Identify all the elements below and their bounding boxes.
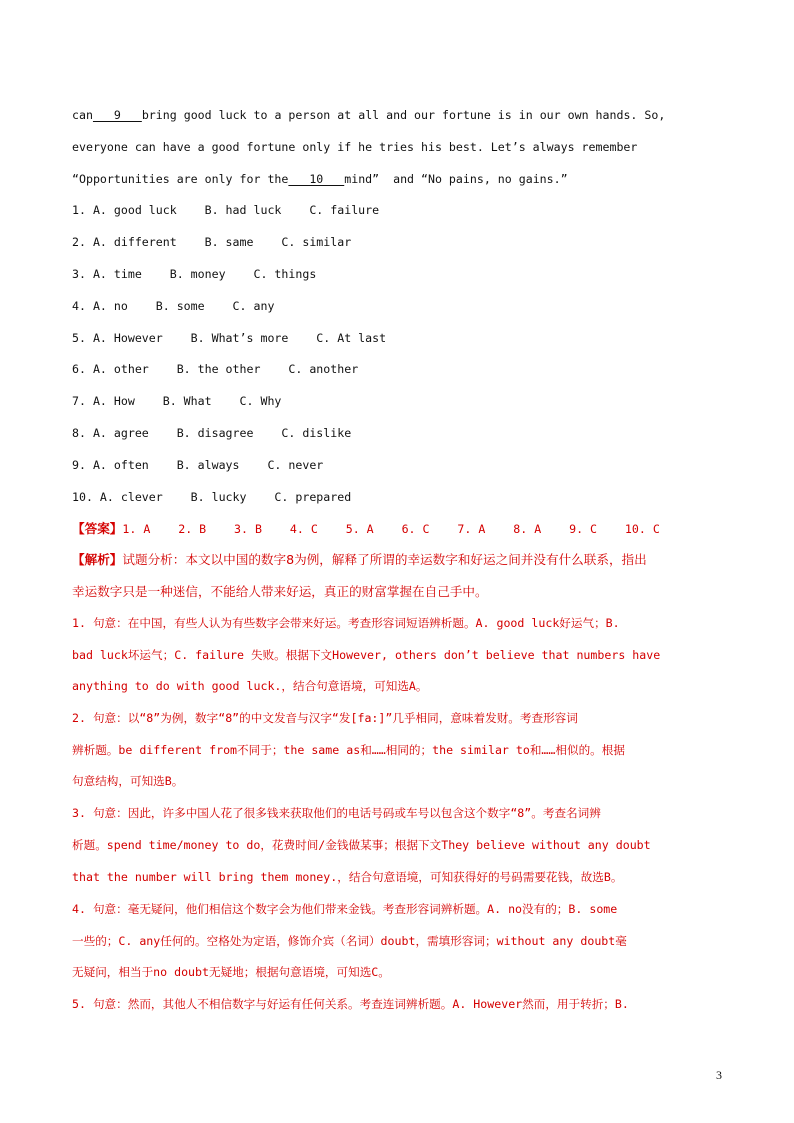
option-line-8: 8. A. agree B. disagree C. dislike xyxy=(72,426,352,440)
analysis-line-1 xyxy=(72,549,647,568)
analysis-label: 【解析】 xyxy=(72,552,123,567)
option-line-3: 3. A. time B. money C. things xyxy=(72,267,317,281)
option-line-6: 6. A. other B. the other C. another xyxy=(72,362,359,376)
analysis-line-5: anything to do with good luck.，结合句意语境，可知选A。 xyxy=(72,679,428,693)
analysis-line-10: 析题。spend time/money to do，花费时间/金钱做某事；根据下文They believe without any doubt xyxy=(72,838,651,852)
analysis-line-9: 3. 句意：因此，许多中国人花了很多钱来获取他们的电话号码或车号以包含这个数字“8”。考查名词辨 xyxy=(72,806,601,820)
passage-text: can xyxy=(72,108,93,122)
option-line-5: 5. A. However B. What’s more C. At last xyxy=(72,331,387,345)
page-number: 3 xyxy=(716,1068,722,1082)
answer-line xyxy=(72,518,660,537)
passage-text: bring good luck to a person at all and our fortune is in our own hands. So, xyxy=(141,108,666,122)
analysis-line-13: 一些的；C. any任何的。空格处为定语，修饰介宾（名词）doubt，需填形容词；without any doubt毫 xyxy=(72,934,627,948)
passage-text: “Opportunities are only for the xyxy=(72,172,289,186)
analysis-text: 试题分析：本文以中国的数字8为例，解释了所谓的幸运数字和好运之间并没有什么联系，指出 xyxy=(122,552,647,567)
analysis-line-11: that the number will bring them money.，结合句意语境，可知获得好的号码需要花钱，故选B。 xyxy=(72,870,623,884)
analysis-line-14: 无疑问，相当于no doubt无疑地；根据句意语境，可知选C。 xyxy=(72,965,390,979)
analysis-line-15: 5. 句意：然而，其他人不相信数字与好运有任何关系。考查连词辨析题。A. However然而，用于转折；B. xyxy=(72,997,629,1011)
analysis-line-3: 1. 句意：在中国，有些人认为有些数字会带来好运。考查形容词短语辨析题。A. good luck好运气；B. xyxy=(72,616,620,630)
answer-text: 1. A 2. B 3. B 4. C 5. A 6. C 7. A 8. A 9. C 10. C xyxy=(122,522,660,536)
passage-text: mind” and “No pains, no gains.” xyxy=(344,172,568,186)
option-line-1: 1. A. good luck B. had luck C. failure xyxy=(72,203,380,217)
analysis-line-7: 辨析题。be different from不同于；the same as和……相同的；the similar to和……相似的。根据 xyxy=(72,743,625,757)
analysis-line-12: 4. 句意：毫无疑问，他们相信这个数字会为他们带来金钱。考查形容词辨析题。A. no没有的；B. some xyxy=(72,902,618,916)
passage-line-2: everyone can have a good fortune only if he tries his best. Let’s always remember xyxy=(72,140,638,154)
blank-10: 10 xyxy=(288,172,345,186)
analysis-line-6: 2. 句意：以“8”为例，数字“8”的中文发音与汉字“发[fa:]”几乎相同，意味着发财。考查形容词 xyxy=(72,711,578,725)
analysis-line-4: bad luck坏运气；C. failure 失败。根据下文However, others don’t believe that numbers have xyxy=(72,648,661,662)
option-line-9: 9. A. often B. always C. never xyxy=(72,458,324,472)
option-line-2: 2. A. different B. same C. similar xyxy=(72,235,352,249)
answer-label: 【答案】 xyxy=(72,521,123,536)
option-line-7: 7. A. How B. What C. Why xyxy=(72,394,282,408)
passage-line-1 xyxy=(72,108,665,122)
blank-9: 9 xyxy=(92,108,142,122)
analysis-line-8: 句意结构，可知选B。 xyxy=(72,774,184,788)
option-line-4: 4. A. no B. some C. any xyxy=(72,299,275,313)
passage-line-3 xyxy=(72,172,568,186)
analysis-line-2: 幸运数字只是一种迷信，不能给人带来好运，真正的财富掌握在自己手中。 xyxy=(72,584,488,599)
option-line-10: 10. A. clever B. lucky C. prepared xyxy=(72,490,352,504)
